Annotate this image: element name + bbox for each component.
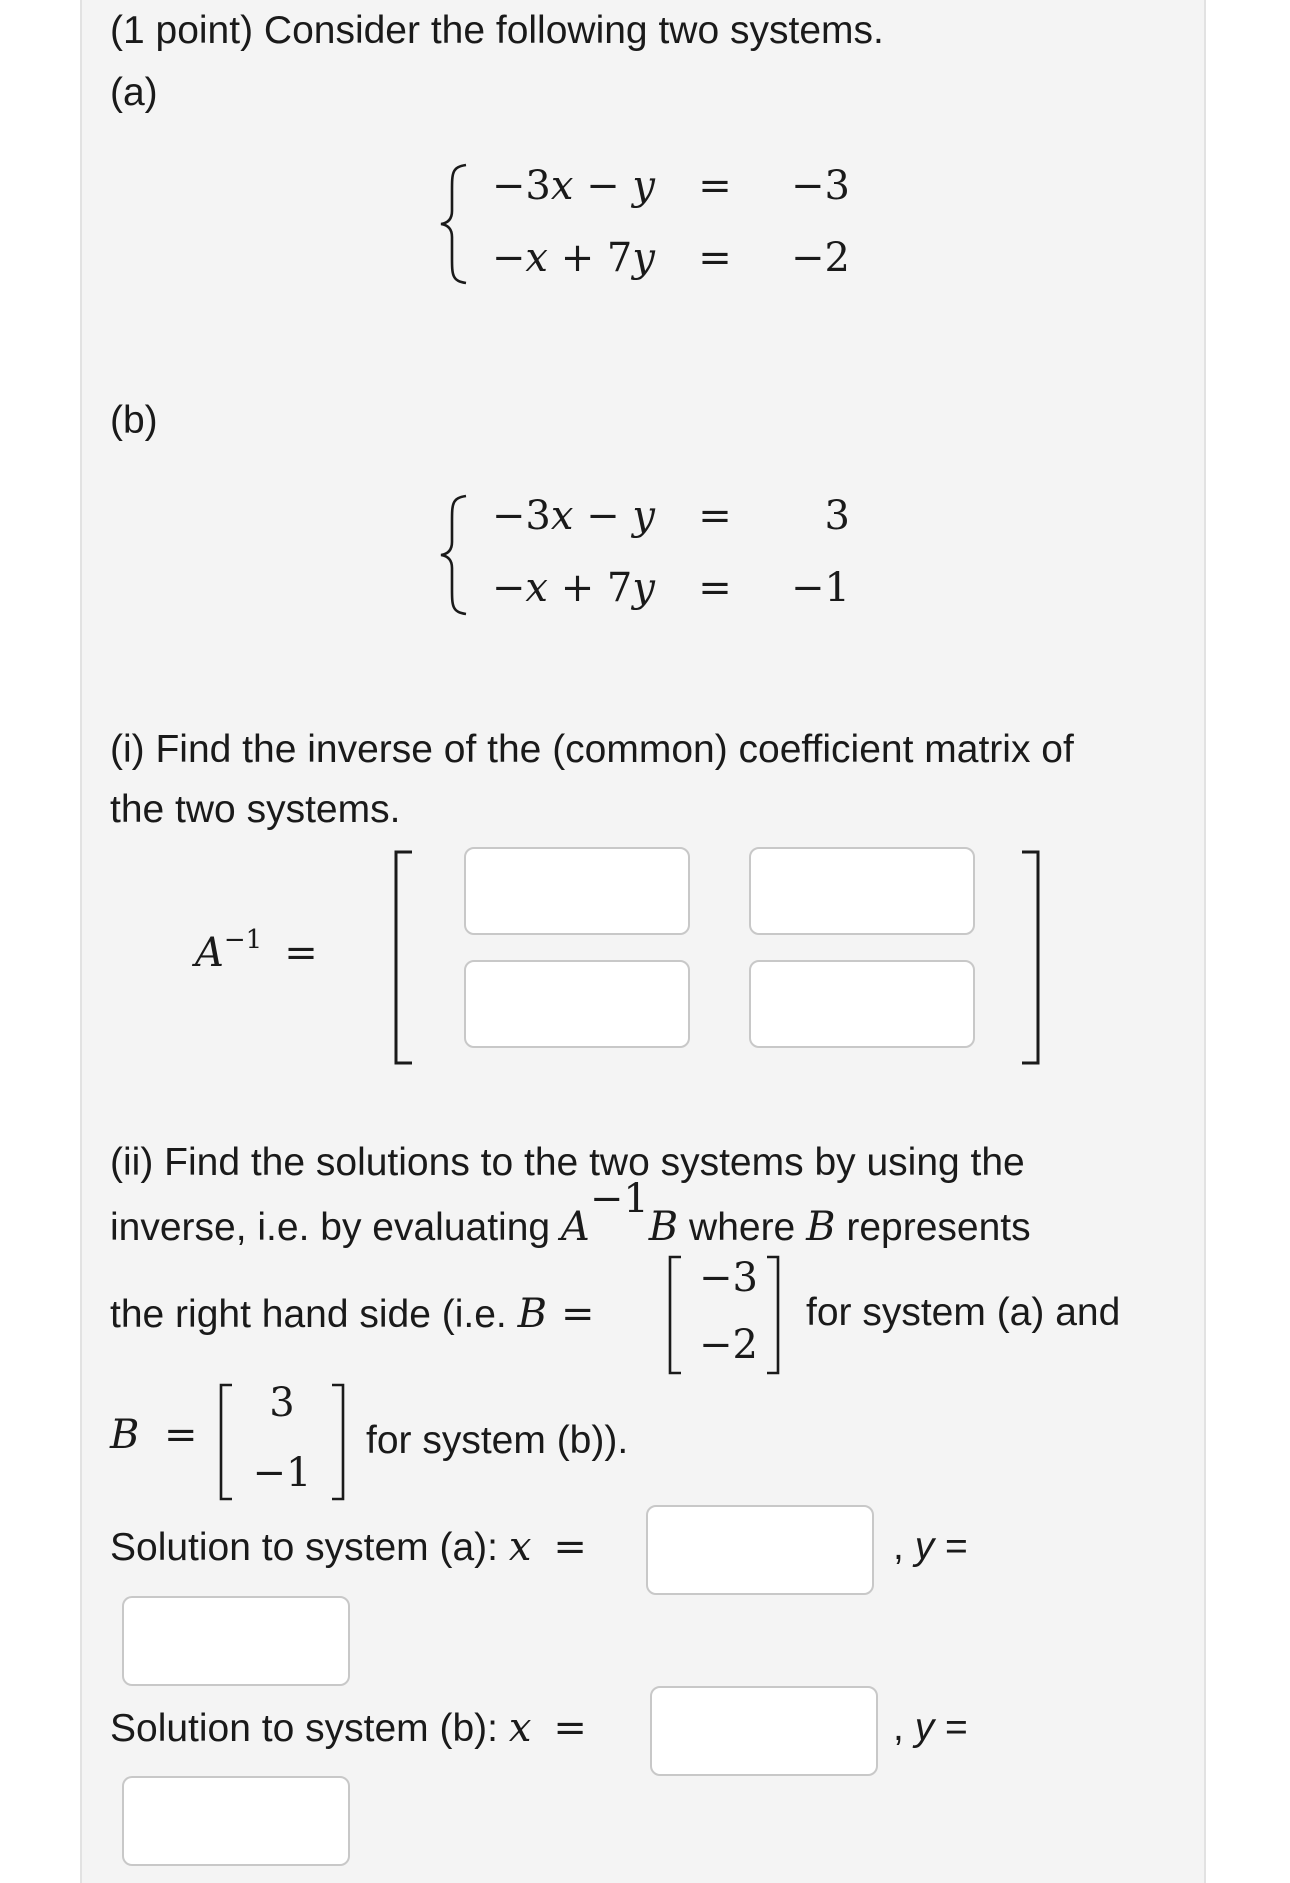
question-ii-line3: the right hand side (i.e. B =: [110, 1291, 595, 1337]
solution-a-label: Solution to system (a): x =: [110, 1524, 587, 1570]
inverse-entry-r2c1[interactable]: [464, 960, 690, 1048]
question-ii-line2: inverse, i.e. by evaluating $A^{-1}B$ where B represents: [110, 1176, 1031, 1250]
system-a-row2-lhs: −x + 7y: [491, 235, 655, 281]
vec-b-entry-1: 3: [269, 1380, 295, 1426]
system-b-row1-lhs: −3x − y: [491, 493, 655, 539]
matrix-left-bracket: [392, 850, 416, 1065]
system-b-row1-eq: =: [698, 493, 732, 539]
inverse-entry-r2c2-input[interactable]: [751, 962, 973, 1046]
part-b-label: (b): [110, 399, 158, 442]
system-b-row2-rhs: −1: [791, 565, 850, 611]
solution-b-y-input[interactable]: [122, 1776, 350, 1866]
solution-a-y-input[interactable]: [122, 1596, 350, 1686]
question-ii-line3-post: for system (a) and: [806, 1291, 1121, 1334]
question-ii-line4-post: for system (b)).: [366, 1419, 629, 1462]
system-a-brace: [438, 163, 468, 285]
system-b-row1-rhs: 3: [824, 493, 850, 539]
vec-b-entry-2: −1: [252, 1450, 312, 1496]
system-a-row1-eq: =: [698, 163, 732, 209]
inverse-entry-r1c1[interactable]: [464, 847, 690, 935]
b-vector-eq: =: [164, 1412, 198, 1458]
system-b-row2-eq: =: [698, 565, 732, 611]
solution-a-x-input[interactable]: [646, 1505, 874, 1595]
question-i-line1: (i) Find the inverse of the (common) coefficient matrix of: [110, 728, 1074, 771]
vec-a-right-bracket: [765, 1255, 781, 1375]
system-a-row1-rhs: −3: [791, 163, 850, 209]
problem-intro: (1 point) Consider the following two systems.: [110, 9, 884, 52]
vec-b-right-bracket: [330, 1383, 346, 1501]
system-a-row2-eq: =: [698, 235, 732, 281]
vec-a-entry-2: −2: [699, 1322, 758, 1368]
solution-b-y-label: , y =: [893, 1706, 968, 1749]
system-b-row2-lhs: −x + 7y: [491, 565, 655, 611]
solution-b-y-field[interactable]: [124, 1778, 348, 1864]
inverse-entry-r1c1-input[interactable]: [466, 849, 688, 933]
question-i-line2: the two systems.: [110, 788, 401, 831]
system-a-row1-lhs: −3x − y: [491, 163, 655, 209]
vec-a-entry-1: −3: [699, 1255, 758, 1301]
solution-b-label: Solution to system (b): x =: [110, 1705, 587, 1751]
question-ii-line1: (ii) Find the solutions to the two systems by using the: [110, 1141, 1025, 1184]
inverse-entry-r2c1-input[interactable]: [466, 962, 688, 1046]
matrix-right-bracket: [1018, 850, 1042, 1065]
part-a-label: (a): [110, 71, 158, 114]
solution-a-x-field[interactable]: [648, 1507, 872, 1593]
inverse-entry-r2c2[interactable]: [749, 960, 975, 1048]
system-b-brace: [438, 494, 468, 616]
inverse-entry-r1c2-input[interactable]: [751, 849, 973, 933]
solution-b-x-input[interactable]: [650, 1686, 878, 1776]
inverse-label: $A^{-1}$ =: [195, 924, 318, 976]
system-a-row2-rhs: −2: [791, 235, 850, 281]
vec-b-left-bracket: [218, 1383, 234, 1501]
b-vector-label: B: [110, 1412, 140, 1458]
solution-b-x-field[interactable]: [652, 1688, 876, 1774]
solution-a-y-field[interactable]: [124, 1598, 348, 1684]
solution-a-y-label: , y =: [893, 1525, 968, 1568]
inverse-entry-r1c2[interactable]: [749, 847, 975, 935]
